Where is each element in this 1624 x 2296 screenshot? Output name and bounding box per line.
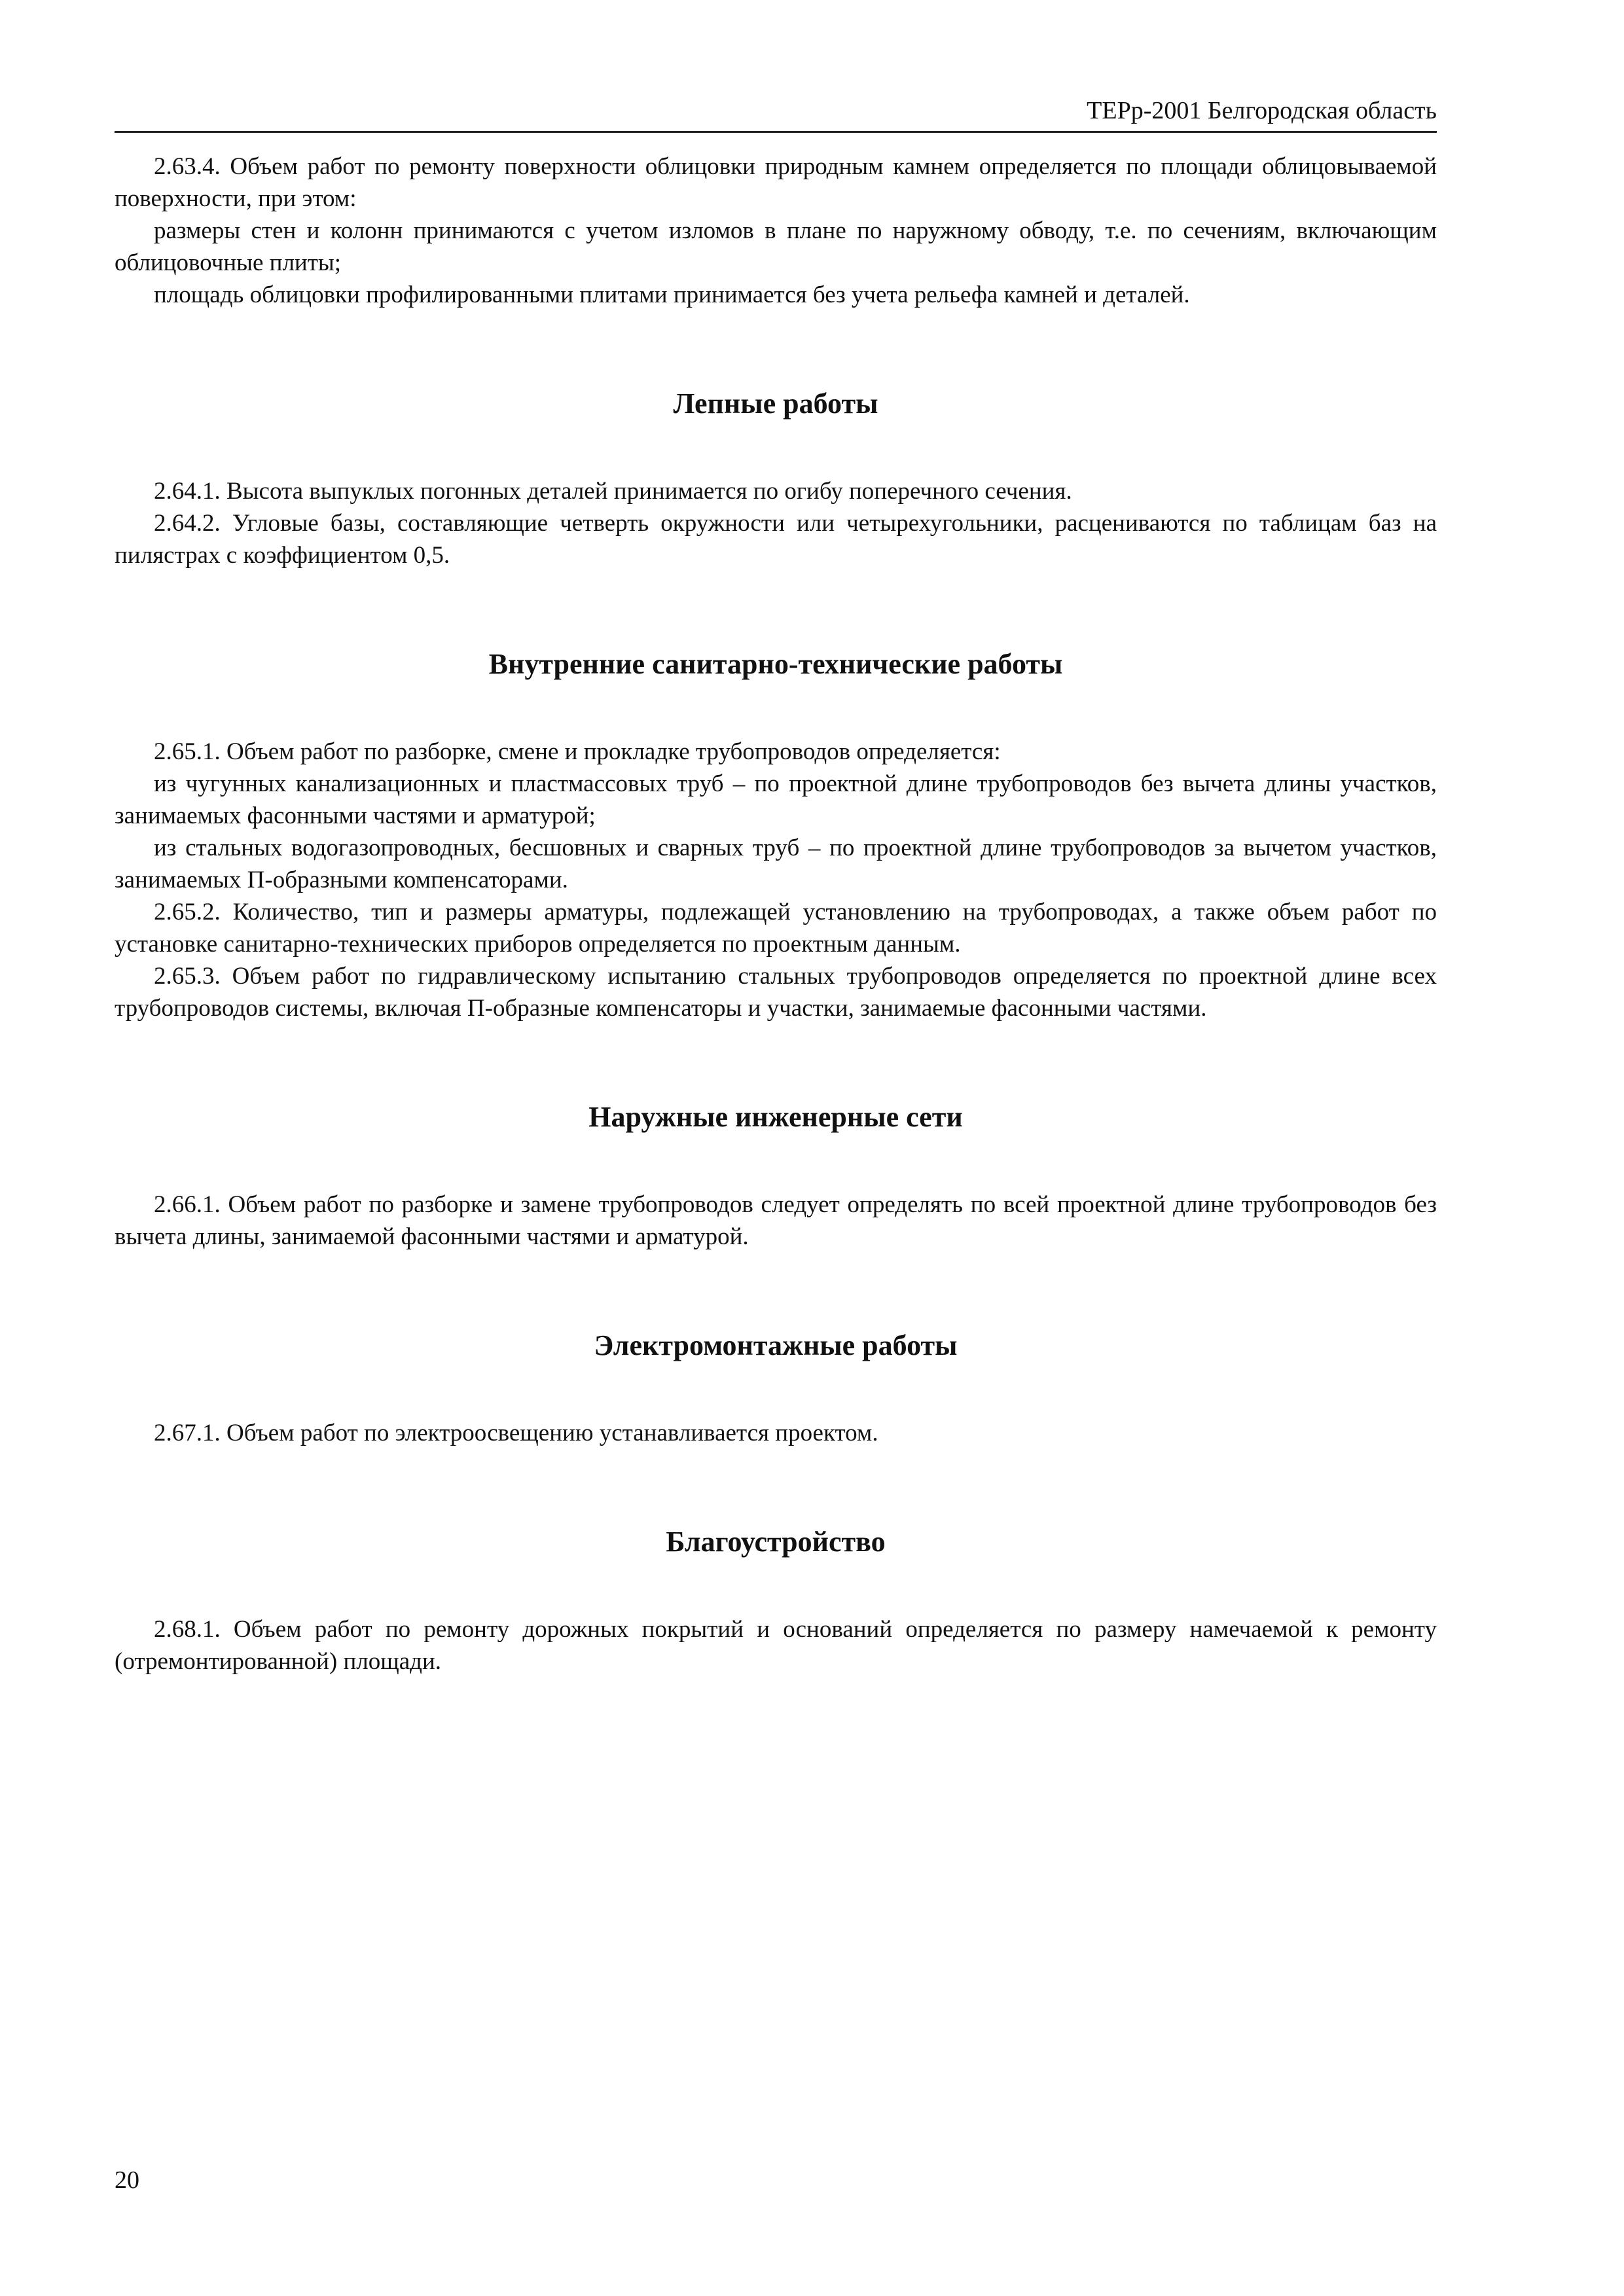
paragraph-2-63-4: 2.63.4. Объем работ по ремонту поверхности облицовки природным камнем определяется по площади облицовываемой поверхности, при этом: (115, 153, 1437, 212)
paragraph-2-64-2: 2.64.2. Угловые базы, составляющие четверть окружности или четырехугольники, расцениваются по таблицам баз на пилястрах с коэффициентом 0,5. (115, 510, 1437, 569)
paragraph-2-67-1: 2.67.1. Объем работ по электроосвещению устанавливается проектом. (154, 1420, 878, 1446)
paragraph-2-65-1: 2.65.1. Объем работ по разборке, смене и прокладке трубопроводов определяется: (154, 738, 1001, 765)
intro-block (115, 151, 1437, 311)
section-title: Внутренние санитарно-технические работы (488, 648, 1063, 680)
paragraph-2-65-3: 2.65.3. Объем работ по гидравлическому испытанию стальных трубопроводов определяется по проектной длине всех трубопроводов системы, включая П-образные компенсаторы и участки, занимаемые фасонными частями. (115, 963, 1437, 1022)
section-landscaping (115, 1524, 1437, 1677)
paragraph: размеры стен и колонн принимаются с учетом изломов в плане по наружному обводу, т.е. по сечениям, включающим облицовочные плиты; (115, 217, 1437, 276)
paragraph: площадь облицовки профилированными плитами принимается без учета рельефа камней и деталей. (154, 281, 1190, 308)
paragraph-2-68-1: 2.68.1. Объем работ по ремонту дорожных покрытий и оснований определяется по размеру намечаемой к ремонту (отремонтированной) площади. (115, 1616, 1437, 1675)
section-title: Благоустройство (666, 1526, 886, 1558)
section-lepnye-raboty (115, 386, 1437, 571)
running-header-title: ТЕРр-2001 Белгородская область (1087, 97, 1437, 124)
paragraph-2-64-1: 2.64.1. Высота выпуклых погонных деталей принимается по огибу поперечного сечения. (154, 478, 1072, 505)
running-header (115, 92, 1437, 133)
section-electrical-works (115, 1327, 1437, 1449)
section-title: Лепные работы (673, 387, 878, 420)
section-title: Электромонтажные работы (594, 1329, 958, 1361)
section-external-networks (115, 1099, 1437, 1253)
section-sanitary-works (115, 646, 1437, 1024)
document-body (115, 151, 1437, 1677)
paragraph-2-66-1: 2.66.1. Объем работ по разборке и замене трубопроводов следует определять по всей проектной длине трубопроводов без вычета длины, занимаемой фасонными частями и арматурой. (115, 1191, 1437, 1250)
section-title: Наружные инженерные сети (588, 1101, 963, 1133)
page-number: 20 (115, 2166, 139, 2194)
paragraph-2-65-2: 2.65.2. Количество, тип и размеры арматуры, подлежащей установлению на трубопроводах, а также объем работ по установке санитарно-технических приборов определяется по проектным данным. (115, 899, 1437, 958)
paragraph: из чугунных канализационных и пластмассовых труб – по проектной длине трубопроводов без вычета длины участков, занимаемых фасонными частями и арматурой; (115, 770, 1437, 829)
paragraph: из стальных водогазопроводных, бесшовных и сварных труб – по проектной длине трубопроводов за вычетом участков, занимаемых П-образными компенсаторами. (115, 834, 1437, 893)
